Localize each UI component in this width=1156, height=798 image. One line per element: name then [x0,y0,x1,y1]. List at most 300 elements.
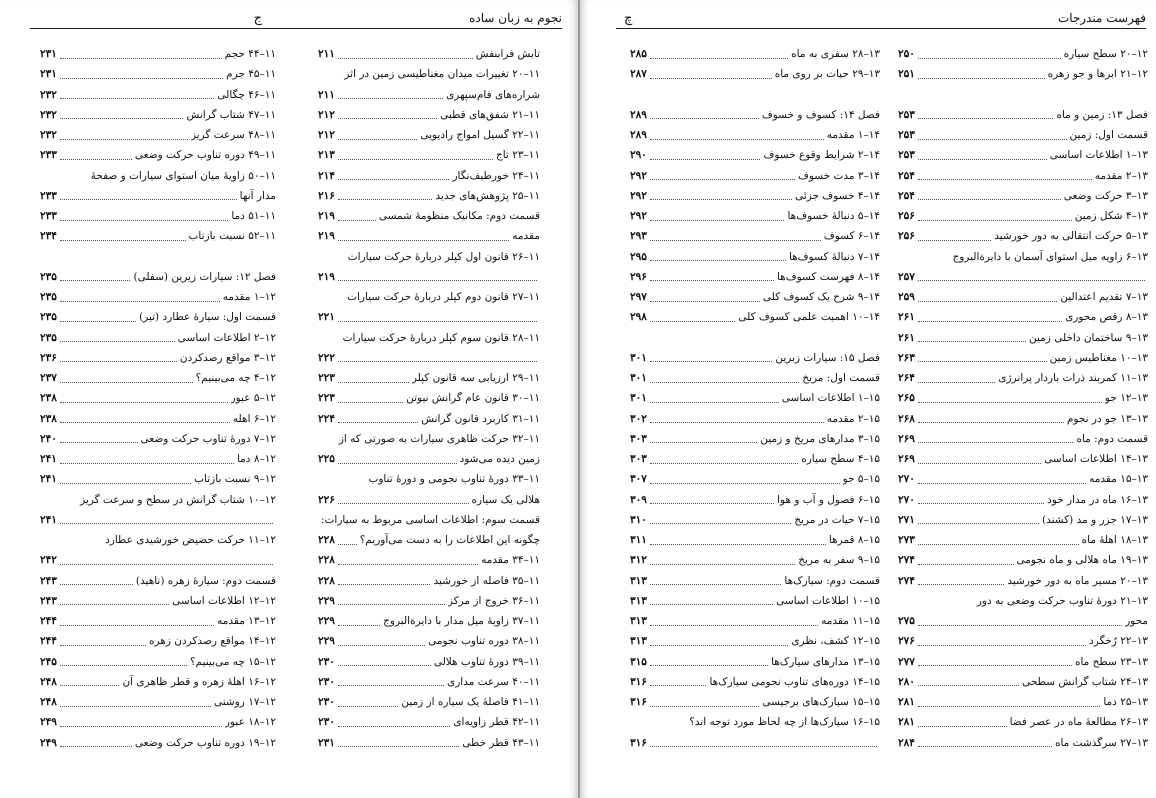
toc-page-number: ۲۹۵ [630,250,647,263]
toc-entry [318,206,540,226]
toc-entry-title: ۱۲–۲۱ ابرها و جو زهره [1047,68,1148,81]
toc-entry-title: ۱۲–۸ دما [236,453,276,465]
toc-page-number: ۲۹۲ [630,210,647,222]
toc-entry [898,712,1148,732]
toc-entry-title: چگونه این اطلاعات را به دست می‌آوریم؟ [359,534,540,546]
toc-entry [40,105,276,125]
toc-entry [630,692,880,712]
toc-leader-dots [60,556,273,565]
toc-entry-title: ۱۱–۲۴ خورطیف‌نگار [452,169,540,182]
toc-page-number: ۲۵۴ [898,169,915,182]
toc-entry-title: ۱۱–۴۱ فاصلهٔ یک سیاره از زمین [401,696,540,708]
toc-leader-dots [918,617,1122,626]
toc-entry-title: ۱۲–۱۹ دوره تناوب حرکت وضعی [134,736,276,749]
toc-entry-title: ۱۴–۷ دنبالهٔ کسوف‌ها [788,250,880,263]
toc-entry [630,105,880,125]
toc-entry [898,85,1148,105]
toc-entry [40,307,276,327]
toc-entry [40,226,276,246]
toc-leader-dots [918,313,1062,322]
toc-entry [40,672,276,692]
toc-entry-title: ۱۱–۲۶ قانون اول کپلر دربارهٔ حرکت سیارات [347,250,540,263]
toc-page-number: ۲۱۹ [318,270,335,283]
toc-page-number: ۲۳۵ [40,291,57,303]
toc-page-number: ۲۶۸ [898,412,915,425]
toc-page-number: ۳۱۶ [630,675,647,688]
toc-entry [318,571,540,591]
toc-leader-dots [338,313,537,322]
toc-leader-dots [918,738,1052,747]
toc-entry [318,388,540,408]
toc-page-number: ۳۰۲ [630,412,647,425]
toc-leader-dots [918,495,1044,504]
toc-page-number: ۲۱۳ [318,149,335,162]
toc-leader-dots [918,698,1100,707]
toc-leader-dots [60,657,187,666]
left-toc-column-2 [40,44,276,753]
toc-entry [40,64,276,84]
toc-leader-dots [918,110,1054,119]
toc-entry-title: ۱۲–۶ اهله [232,412,276,425]
toc-page-number: ۲۸۴ [898,736,915,749]
toc-entry-title: ۱۲–۲۰ سطح سیاره [1063,48,1148,60]
toc-entry [318,247,540,267]
toc-entry [898,368,1148,388]
toc-entry-title: ۱۳–۷ تقدیم اعتدالین [1060,291,1148,303]
toc-page-number: ۲۳۰ [318,675,335,688]
toc-entry-title: ۱۱–۳۴ مقدمه [481,554,540,567]
toc-leader-dots [338,272,537,281]
toc-entry [318,550,540,570]
toc-entry [898,328,1148,348]
toc-entry-title: ۱۲–۱۰ شتاب گرانش در سطح و سرعت گریز [80,493,276,506]
toc-leader-dots [650,70,772,79]
toc-page-number: ۲۲۸ [318,554,335,567]
toc-leader-dots [918,212,1072,221]
toc-page-number: ۲۴۳ [40,574,57,587]
toc-entry-title: ۱۱–۲۷ قانون دوم کپلر دربارهٔ حرکت سیارات [347,291,540,303]
toc-leader-dots [650,495,774,504]
toc-entry-title: ۱۱–۴۹ دوره تناوب حرکت وضعی [134,149,276,162]
toc-page-number: ۲۸۰ [898,675,915,688]
toc-entry [318,712,540,732]
toc-leader-dots [650,455,798,464]
toc-leader-dots [918,576,1004,585]
toc-leader-dots [918,718,1007,727]
toc-leader-dots [60,293,220,302]
toc-entry [898,631,1148,651]
toc-leader-dots [918,374,995,383]
toc-page-number: ۲۶۱ [898,331,915,344]
toc-page-number: ۲۷۳ [898,534,915,546]
toc-leader-dots [338,353,537,362]
toc-leader-dots [650,131,824,140]
toc-leader-dots [650,232,821,241]
toc-page-number: ۲۲۴ [318,412,335,425]
toc-entry [318,307,540,327]
toc-entry [318,733,540,753]
toc-entry-title: زمین دیده می‌شود [459,453,540,465]
toc-entry [318,44,540,64]
toc-entry [898,247,1148,267]
toc-entry-title: ۱۱–۳۶ خروج از مرکز [447,594,540,607]
toc-entry-title: ۱۱–۳۵ فاصله از خورشید [433,574,540,587]
toc-leader-dots [650,738,877,747]
toc-entry [40,125,276,145]
toc-leader-dots [650,677,707,686]
toc-leader-dots [650,252,786,261]
toc-entry [630,733,880,753]
toc-page-number: ۲۶۵ [898,392,915,405]
toc-entry [318,611,540,631]
toc-entry [318,145,540,165]
right-page [580,0,1156,798]
toc-entry [318,692,540,712]
toc-leader-dots [918,171,1092,180]
toc-leader-dots [650,110,759,119]
left-page-header [30,8,562,29]
toc-entry [318,409,540,429]
toc-page-number: ۲۴۹ [40,716,57,729]
toc-entry-title: ۱۳–۲ مقدمه [1094,169,1148,182]
toc-entry-title: ۱۱–۵۱ دما [231,210,276,222]
toc-entry [40,712,276,732]
toc-entry [630,267,880,287]
toc-entry [40,368,276,388]
toc-entry [40,510,276,530]
toc-page-number: ۲۷۷ [898,655,915,668]
toc-entry [898,307,1148,327]
right-header-title: فهرست مندرجات [1057,11,1146,25]
toc-entry-title: ۱۳–۱۲ جو [1104,392,1148,405]
toc-leader-dots [338,495,469,504]
toc-entry-title: ۱۵–۶ فصول و آب و هوا [777,493,880,506]
toc-entry-title: ۱۱–۳۰ قانون عام گرانش نیوتن [406,392,540,405]
toc-entry [630,490,880,510]
toc-entry-title: ۱۲–۱۸ عبور [224,716,276,729]
toc-entry [630,591,880,611]
toc-page-number: ۲۳۸ [40,412,57,425]
toc-entry [898,166,1148,186]
toc-page-number: ۲۵۹ [898,291,915,303]
toc-entry [898,186,1148,206]
toc-leader-dots [338,414,418,423]
toc-leader-dots [338,576,431,585]
toc-leader-dots [650,475,840,484]
toc-leader-dots [338,657,431,666]
toc-entry-title: ۱۳–۱۱ کمربند ذرات باردار پرانرژی [998,372,1148,384]
toc-leader-dots [918,637,1086,646]
toc-page-number: ۲۳۳ [40,189,57,202]
right-page-number: چ [624,11,633,26]
toc-entry-title: ۱۴–۱ مقدمه [826,129,880,141]
toc-entry-title: قسمت اول: مریخ [802,372,880,384]
toc-entry [40,206,276,226]
toc-entry [40,388,276,408]
toc-entry-title: ۱۱–۴۶ چگالی [217,88,276,101]
toc-page-number: ۲۴۸ [40,696,57,708]
toc-page-number: ۲۴۴ [40,635,57,648]
toc-entry-title: ۱۵–۱۵ سیارک‌های برجیسی [762,696,880,708]
toc-entry-title: ۱۵–۱۴ دوره‌های تناوب نجومی سیارک‌ها [709,675,880,688]
toc-leader-dots [60,698,211,707]
toc-entry-title: ۱۱–۴۲ قطر زاویه‌ای [453,716,540,729]
toc-entry-title: ۱۳–۸ رقص محوری [1065,311,1148,324]
toc-entry [898,510,1148,530]
toc-entry-title: ۱۳–۱۰ مغناطیس زمین [1049,351,1148,364]
toc-leader-dots [918,536,1079,545]
toc-entry-title: ۱۳–۲۷ سرگذشت ماه [1054,736,1148,749]
toc-entry [898,287,1148,307]
toc-entry-title: ۱۱–۲۸ قانون سوم کپلر دربارهٔ حرکت سیارات [342,331,540,344]
toc-entry-title: ۱۵–۴ سطح سیاره [801,453,880,465]
toc-leader-dots [650,293,760,302]
toc-page-number: ۲۴۳ [40,594,57,607]
toc-entry-title: ۱۵–۷ حیات در مریخ [794,513,880,526]
toc-entry [318,328,540,348]
toc-entry [318,530,540,550]
toc-entry-title: ۱۵–۹ سفر به مریخ [798,554,880,567]
toc-entry-title: ۱۵–۵ جو [842,473,880,486]
toc-entry-title: فصل ۱۴: کسوف و خسوف [761,108,880,121]
toc-entry [318,591,540,611]
toc-entry [898,44,1148,64]
toc-leader-dots [918,293,1057,302]
toc-leader-dots [60,131,188,140]
toc-leader-dots [60,191,237,200]
toc-leader-dots [650,353,772,362]
toc-page-number: ۲۸۹ [630,108,647,121]
toc-leader-dots [338,536,357,545]
toc-entry-title: ۱۴–۶ کسوف [823,230,880,243]
toc-entry-title: فصل ۱۲: سیارات زیرین (سفلی) [133,270,276,283]
toc-entry [630,429,880,449]
toc-entry [898,409,1148,429]
toc-entry-title: ۱۳–۱۸ اهلهٔ ماه [1081,534,1148,546]
left-page-number: ج [253,11,262,26]
toc-entry-title: ۱۲–۹ نسبت بازتاب [194,473,276,486]
toc-entry-title: ۱۱–۴۷ شتاب گرانش [186,108,276,121]
toc-leader-dots [60,333,175,342]
toc-entry [630,469,880,489]
toc-entry-title: قسمت اول: سیارهٔ عطارد (تیر) [139,311,276,324]
toc-entry-title: ۱۱–۳۹ دورهٔ تناوب هلالی [433,655,540,668]
toc-entry [898,611,1148,631]
toc-page-number: ۲۸۵ [630,48,647,60]
toc-page-number: ۳۱۳ [630,574,647,587]
toc-entry-title: ۱۳–۲۴ شتاب گرانش سطحی [1022,675,1148,688]
toc-leader-dots [650,657,768,666]
toc-entry-title: ۱۳–۲۰ مسیر ماه به دور خورشید [1007,574,1148,587]
toc-leader-dots [338,677,444,686]
toc-page-number: ۲۷۰ [898,473,915,486]
toc-leader-dots [650,191,792,200]
toc-entry-title: ۱۲–۱۱ حرکت حضیض خورشیدی عطارد [105,534,276,546]
toc-entry-title: ۱۳–۲۶ مطالعهٔ ماه در عصر فضا [1009,716,1148,729]
toc-page-number: ۲۱۹ [318,230,335,243]
toc-page-number: ۲۲۵ [318,453,335,465]
toc-leader-dots [338,171,450,180]
toc-page-number: ۲۶۱ [898,311,915,324]
toc-entry [898,429,1148,449]
toc-entry-title: ۱۳–۲۱ دورهٔ تناوب حرکت وضعی به دور [976,594,1148,607]
toc-leader-dots [650,171,795,180]
toc-page-number: ۳۱۲ [630,554,647,567]
toc-entry-title: ۱۱–۴۵ جرم [226,68,276,81]
toc-entry [630,247,880,267]
toc-page-number: ۳۱۳ [630,594,647,607]
toc-entry-title: ۱۲–۱۳ مقدمه [217,615,276,627]
toc-entry [898,267,1148,287]
toc-page-number: ۳۰۱ [630,392,647,405]
toc-leader-dots [60,455,234,464]
toc-entry [630,44,880,64]
toc-entry [318,672,540,692]
toc-entry-title: ۱۳–۱۴ اطلاعات اساسی [1044,453,1148,465]
toc-entry [40,631,276,651]
toc-entry-title: ۱۲–۲ اطلاعات اساسی [177,331,276,344]
toc-leader-dots [918,232,991,241]
toc-leader-dots [338,455,457,464]
toc-leader-dots [60,151,132,160]
toc-entry [40,591,276,611]
toc-leader-dots [650,515,791,524]
toc-entry [898,105,1148,125]
toc-entry [318,469,540,489]
toc-entry-title: ۱۱–۳۷ زاویهٔ میل مدار با دایرةالبروج [383,615,540,627]
toc-leader-dots [60,353,177,362]
toc-entry-title: قسمت سوم: اطلاعات اساسی مربوط به سیارات: [320,513,540,526]
toc-entry-title: ۱۵–۸ قمرها [828,534,880,546]
toc-leader-dots [918,677,1019,686]
toc-page-number: ۲۱۲ [318,108,335,121]
toc-entry [40,692,276,712]
toc-page-number: ۲۳۳ [40,149,57,162]
toc-leader-dots [60,738,132,747]
toc-leader-dots [650,434,757,443]
toc-leader-dots [650,414,824,423]
toc-page-number: ۲۴۸ [40,675,57,688]
toc-leader-dots [338,698,398,707]
toc-entry [40,490,276,510]
toc-page-number: ۲۹۲ [630,189,647,202]
toc-entry [40,348,276,368]
toc-entry-title: ۱۳–۱۹ ماه هلالی و ماه نجومی [1016,554,1148,567]
toc-leader-dots [650,617,818,626]
toc-leader-dots [338,637,425,646]
toc-page-number: ۲۳۸ [40,392,57,405]
toc-entry [40,449,276,469]
toc-entry-title: ۱۲–۱۶ اهلهٔ زهره و قطر ظاهری آن [122,675,276,688]
toc-page-number: ۲۲۸ [318,534,335,546]
toc-entry-title: فصل ۱۵: سیارات زبرین [775,351,880,364]
toc-leader-dots [338,617,380,626]
toc-entry-title: ۱۳–۳ حرکت وضعی [1063,189,1148,202]
toc-entry [630,712,880,732]
toc-page-number: ۲۵۱ [898,68,915,81]
toc-page-number: ۲۳۲ [40,88,57,101]
toc-entry-title: ۱۵–۲ مقدمه [826,412,880,425]
toc-entry [630,510,880,530]
toc-entry [898,530,1148,550]
toc-page-number: ۳۱۶ [630,696,647,708]
toc-entry-title: ۱۱–۲۵ پژوهش‌های جدید [435,189,540,202]
toc-page-number: ۲۳۴ [40,230,57,243]
toc-entry-title: ۱۱–۴۳ قطر خطی [462,736,540,749]
toc-leader-dots [918,191,1061,200]
toc-page-number: ۳۱۳ [630,615,647,627]
toc-page-number: ۲۳۰ [318,716,335,729]
toc-leader-dots [918,131,1067,140]
toc-leader-dots [60,394,228,403]
toc-entry-title: مدار آنها [239,189,276,202]
toc-entry [318,449,540,469]
toc-page-number: ۳۰۳ [630,453,647,465]
toc-entry [40,267,276,287]
toc-entry-title: ۱۵–۱۶ سیارک‌ها از چه لحاظ مورد توجه اند؟ [689,716,880,729]
toc-entry [898,64,1148,84]
toc-leader-dots [60,50,222,59]
toc-entry [630,287,880,307]
toc-entry [40,166,276,186]
toc-leader-dots [60,232,186,241]
toc-entry-title: ۱۲–۳ مواقع رصدکردن [179,351,276,364]
toc-page-number: ۲۱۲ [318,129,335,141]
toc-page-number: ۳۰۹ [630,493,647,506]
toc-leader-dots [918,414,1064,423]
toc-page-number: ۲۳۱ [40,48,57,60]
toc-leader-dots [650,212,785,221]
toc-page-number: ۲۳۱ [318,736,335,749]
toc-entry [318,368,540,388]
toc-leader-dots [650,394,779,403]
toc-page-number: ۲۳۱ [40,68,57,81]
toc-entry [40,44,276,64]
toc-entry-title: ۱۲–۱۷ روشنی [213,696,276,708]
toc-entry [40,85,276,105]
toc-leader-dots [650,374,799,383]
toc-entry-title: ۱۱–۳۱ کاربرد قانون گرانش [421,412,540,425]
toc-page-number: ۲۴۱ [40,513,57,526]
toc-entry [630,409,880,429]
toc-page-number: ۲۸۷ [630,68,647,81]
toc-entry [40,328,276,348]
toc-entry [630,368,880,388]
toc-entry [40,571,276,591]
toc-page-number: ۳۰۳ [630,432,647,445]
toc-entry-title: ۱۱–۴۸ سرعت گریز [190,129,276,141]
toc-page-number: ۲۶۹ [898,432,915,445]
toc-entry-title: ۱۴–۹ شرح یک کسوف کلی [762,291,880,303]
toc-entry [630,85,880,105]
toc-entry [898,733,1148,753]
toc-leader-dots [650,50,788,59]
toc-entry [40,469,276,489]
toc-leader-dots [650,536,826,545]
toc-entry [630,166,880,186]
toc-leader-dots [918,515,1039,524]
toc-entry [318,429,540,449]
toc-leader-dots [338,596,445,605]
toc-leader-dots [918,70,1045,79]
toc-entry [40,652,276,672]
toc-entry-title: ۱۱–۲۱ شفق‌های قطبی [440,108,540,121]
toc-page-number: ۲۳۷ [40,372,57,384]
toc-leader-dots [60,475,191,484]
toc-entry [40,287,276,307]
toc-entry-title: ۱۳–۲۸ سفری به ماه [791,48,880,60]
toc-page-number: ۲۲۹ [318,615,335,627]
